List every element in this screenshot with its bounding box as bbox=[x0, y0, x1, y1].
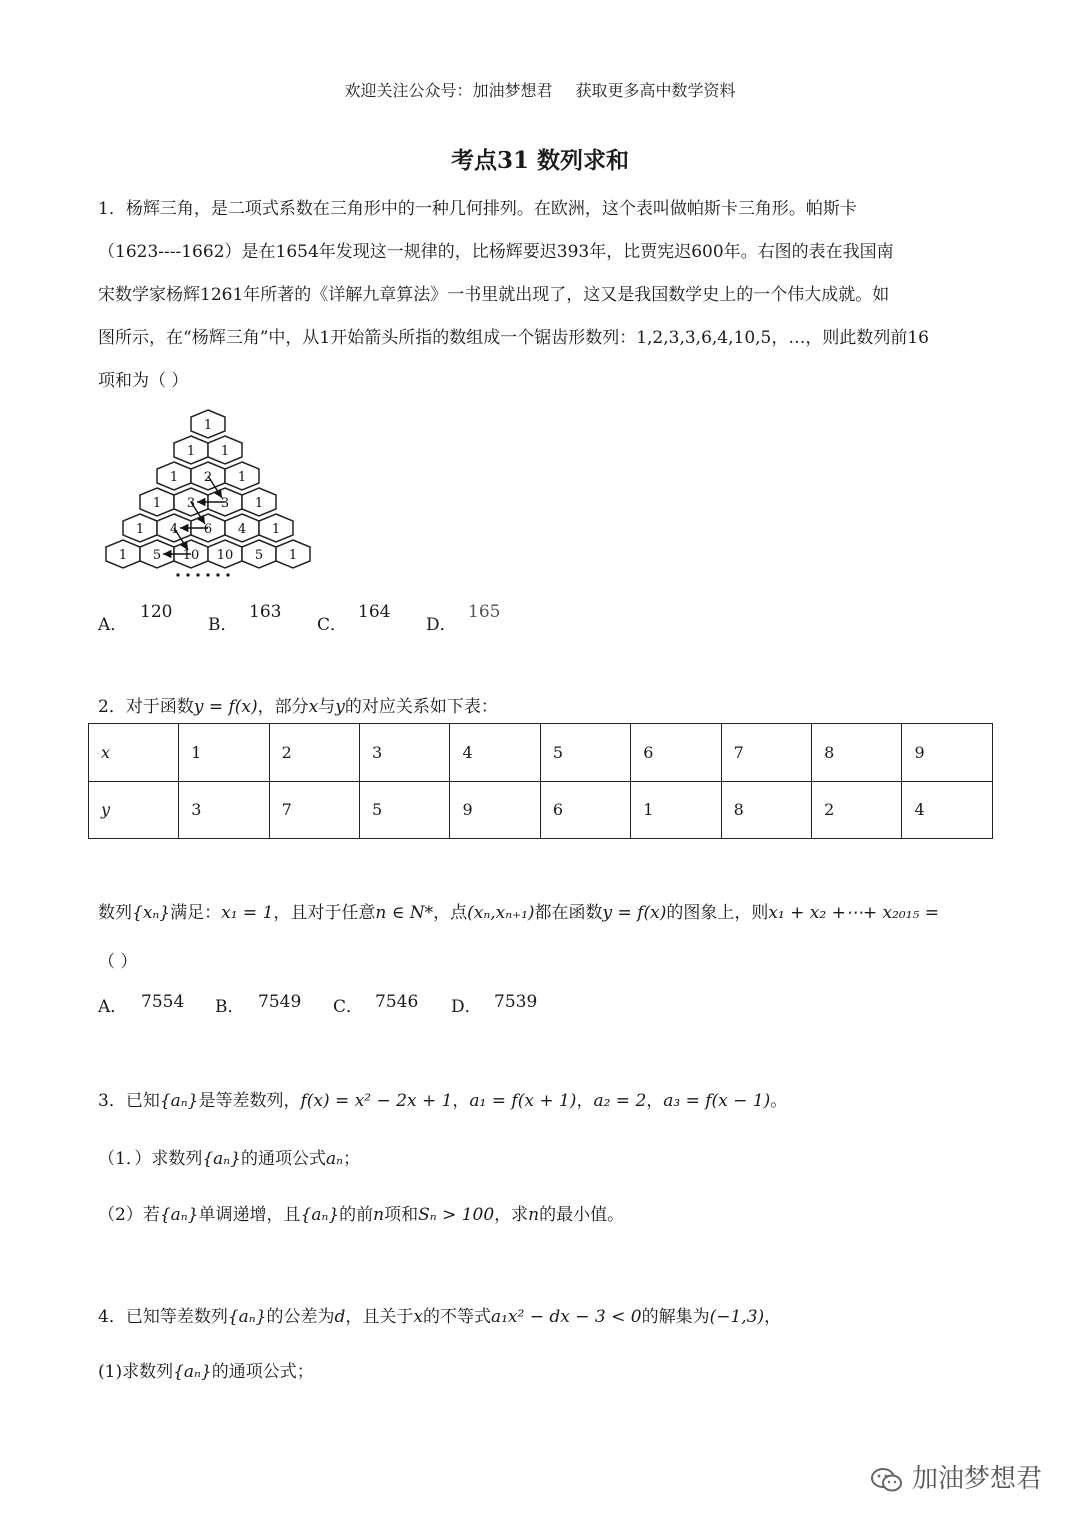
q1-line: 1．杨辉三角，是二项式系数在三角形中的一种几何排列。在欧洲，这个表叫做帕斯卡三角形。帕斯卡 bbox=[98, 199, 857, 219]
q2-math: x₁ + x₂ +⋯+ x₂₀₁₅ = bbox=[768, 903, 939, 923]
table-cell: 8 bbox=[812, 724, 902, 782]
q1-line: 图所示，在“杨辉三角”中，从1开始箭头所指的数组成一个锯齿形数列：1,2,3,3,6,4,10,5，…，则此数列前16 bbox=[98, 328, 929, 348]
triangle-cell-value: 1 bbox=[118, 548, 128, 563]
q2-text: 都在函数 bbox=[534, 903, 603, 923]
q1-option-d-letter: D． bbox=[426, 615, 457, 635]
table-cell: 5 bbox=[360, 781, 450, 839]
triangle-cell-value: 1 bbox=[135, 522, 145, 537]
table-header-y: y bbox=[89, 781, 179, 839]
table-row-x bbox=[89, 724, 993, 782]
yanghui-triangle-figure bbox=[98, 400, 318, 590]
triangle-continuation-dot bbox=[216, 573, 219, 576]
triangle-continuation-dot bbox=[186, 573, 189, 576]
q2-option-d-value: 7539 bbox=[494, 992, 538, 1012]
triangle-cell-value: 1 bbox=[271, 522, 281, 537]
q3-math: {aₙ} bbox=[300, 1205, 340, 1225]
q2-option-b-letter: B． bbox=[215, 997, 245, 1017]
q4-math: x bbox=[413, 1307, 423, 1327]
q1-option-b-value: 163 bbox=[249, 602, 282, 622]
page-title: 考点31 数列求和 bbox=[450, 147, 629, 174]
q2-math: n ∈ N* bbox=[375, 903, 434, 923]
q3-text: ，求 bbox=[494, 1205, 529, 1225]
triangle-cell-value: 1 bbox=[220, 444, 230, 459]
q1-option-b-letter: B． bbox=[208, 615, 238, 635]
q2-sequence-condition bbox=[98, 898, 939, 923]
q2-option-c-letter: C． bbox=[333, 997, 364, 1017]
table-cell: 9 bbox=[450, 781, 540, 839]
table-cell: 5 bbox=[540, 724, 630, 782]
q2-intro-text: 2．对于函数 bbox=[98, 697, 194, 717]
q3-math: a₂ = 2 bbox=[593, 1091, 647, 1111]
table-cell: 3 bbox=[179, 781, 269, 839]
header-follow: 欢迎关注公众号：加油梦想君 bbox=[344, 81, 553, 100]
question-2-intro bbox=[98, 692, 498, 717]
q4-text: ， bbox=[764, 1307, 782, 1327]
triangle-continuation-dot bbox=[226, 573, 229, 576]
table-cell: 1 bbox=[631, 781, 721, 839]
q2-option-a-letter: A． bbox=[98, 997, 128, 1017]
q3-text: 是等差数列， bbox=[198, 1091, 301, 1111]
q4-math: {aₙ} bbox=[173, 1362, 212, 1382]
q3-text: 项和 bbox=[384, 1205, 419, 1225]
q3-text: ， bbox=[576, 1091, 594, 1111]
question-1-text bbox=[98, 188, 998, 403]
table-cell: 6 bbox=[631, 724, 721, 782]
triangle-cell-value: 5 bbox=[254, 548, 264, 563]
q3-part-2 bbox=[98, 1200, 624, 1225]
q3-math: f(x) = x² − 2x + 1 bbox=[300, 1091, 453, 1111]
q1-option-d-value: 165 bbox=[468, 602, 501, 622]
table-cell: 2 bbox=[269, 724, 359, 782]
table-cell: 4 bbox=[450, 724, 540, 782]
question-3-stem bbox=[98, 1086, 787, 1111]
q4-math: a₁x² − dx − 3 < 0 bbox=[490, 1307, 642, 1327]
triangle-cell-value: 6 bbox=[203, 522, 213, 537]
q2-math: {xₙ} bbox=[132, 903, 171, 923]
triangle-cell-value: 4 bbox=[237, 522, 247, 537]
triangle-continuation-dot bbox=[196, 573, 199, 576]
table-cell: 7 bbox=[721, 724, 811, 782]
triangle-continuation-dot bbox=[206, 573, 209, 576]
triangle-cell-value: 3 bbox=[220, 496, 230, 511]
triangle-cell-value: 5 bbox=[152, 548, 162, 563]
triangle-cell-value: 2 bbox=[203, 470, 213, 485]
table-row-y bbox=[89, 781, 993, 839]
q2-var-y: y bbox=[335, 697, 345, 717]
q2-text: 的图象上，则 bbox=[666, 903, 769, 923]
table-cell: 7 bbox=[269, 781, 359, 839]
q3-math: {aₙ} bbox=[159, 1091, 199, 1111]
q3-math: {aₙ} bbox=[202, 1149, 241, 1169]
q1-option-a-value: 120 bbox=[140, 602, 173, 622]
q3-math: aₙ bbox=[326, 1149, 344, 1169]
triangle-cell-value: 1 bbox=[254, 496, 264, 511]
q4-text: 的不等式 bbox=[422, 1307, 491, 1327]
triangle-continuation-dot bbox=[176, 573, 179, 576]
table-cell: 6 bbox=[540, 781, 630, 839]
q2-text: ，且对于任意 bbox=[273, 903, 376, 923]
question-4-stem bbox=[98, 1302, 781, 1327]
q4-math: (−1,3) bbox=[709, 1307, 765, 1327]
table-header-x: x bbox=[89, 724, 179, 782]
q2-text: 数列 bbox=[98, 903, 132, 923]
q4-math: {aₙ} bbox=[227, 1307, 267, 1327]
q2-option-a-value: 7554 bbox=[141, 992, 185, 1012]
q2-math: y = f(x) bbox=[602, 903, 667, 923]
q3-part-1 bbox=[98, 1144, 360, 1169]
q4-math: d bbox=[334, 1307, 346, 1327]
q2-option-b-value: 7549 bbox=[258, 992, 302, 1012]
q2-text: ，点 bbox=[433, 903, 468, 923]
q3-math: n bbox=[528, 1205, 540, 1225]
q3-text: 单调递增，且 bbox=[198, 1205, 301, 1225]
q2-var-x: x bbox=[308, 697, 319, 717]
q4-text: ，且关于 bbox=[345, 1307, 414, 1327]
q3-text: 的前 bbox=[339, 1205, 374, 1225]
q4-text: 4．已知等差数列 bbox=[98, 1307, 228, 1327]
q4-text: 的公差为 bbox=[266, 1307, 335, 1327]
q2-math: (xₙ,xₙ₊₁) bbox=[467, 903, 535, 923]
q2-intro-text: 与 bbox=[318, 697, 336, 717]
q1-option-a-letter: A． bbox=[98, 615, 128, 635]
table-cell: 9 bbox=[902, 724, 993, 782]
q1-option-c-value: 164 bbox=[358, 602, 391, 622]
q2-math: x₁ = 1 bbox=[221, 903, 274, 923]
header-more: 获取更多高中数学资料 bbox=[575, 81, 736, 100]
table-cell: 3 bbox=[360, 724, 450, 782]
q3-math: Sₙ > 100 bbox=[418, 1205, 495, 1225]
q3-math: n bbox=[373, 1205, 385, 1225]
q1-line: 宋数学家杨辉1261年所著的《详解九章算法》一书里就出现了，这又是我国数学史上的一个伟大成就。如 bbox=[98, 285, 890, 305]
q3-math: {aₙ} bbox=[159, 1205, 199, 1225]
q3-text: 的通项公式 bbox=[241, 1149, 326, 1169]
q2-function: y = f(x) bbox=[193, 697, 258, 717]
triangle-cell-value: 1 bbox=[152, 496, 162, 511]
triangle-cell-value: 10 bbox=[216, 548, 234, 563]
triangle-cell-value: 1 bbox=[237, 470, 247, 485]
triangle-cell-value: 1 bbox=[186, 444, 196, 459]
wechat-icon bbox=[870, 1467, 904, 1493]
q3-text: ， bbox=[646, 1091, 664, 1111]
q3-text: 3．已知 bbox=[98, 1091, 160, 1111]
triangle-cell-value: 10 bbox=[182, 548, 200, 563]
q2-intro-text: ，部分 bbox=[257, 697, 309, 717]
q4-text: 的解集为 bbox=[641, 1307, 710, 1327]
q2-text: 满足： bbox=[170, 903, 222, 923]
q2-answer-blank: （ ） bbox=[98, 952, 138, 972]
triangle-cell-value: 1 bbox=[169, 470, 179, 485]
q1-line: 项和为（ ） bbox=[98, 371, 189, 391]
q3-text: 。 bbox=[770, 1091, 788, 1111]
triangle-cell-value: 3 bbox=[186, 496, 196, 511]
q2-intro-text: 的对应关系如下表： bbox=[344, 697, 498, 717]
q3-text: （2）若 bbox=[98, 1205, 160, 1225]
watermark-text: 加油梦想君 bbox=[911, 1464, 1042, 1494]
table-cell: 1 bbox=[179, 724, 269, 782]
q3-math: a₃ = f(x − 1) bbox=[663, 1091, 771, 1111]
q4-part-1 bbox=[98, 1357, 314, 1382]
function-table bbox=[88, 723, 993, 839]
triangle-cell-value: 4 bbox=[169, 522, 179, 537]
q3-text: ， bbox=[452, 1091, 470, 1111]
q3-text: ； bbox=[343, 1149, 361, 1169]
q3-text: 的最小值。 bbox=[539, 1205, 625, 1225]
q3-math: a₁ = f(x + 1) bbox=[469, 1091, 577, 1111]
q2-option-d-letter: D． bbox=[451, 997, 482, 1017]
q4-text: (1)求数列 bbox=[98, 1362, 174, 1382]
q3-text: （1．）求数列 bbox=[98, 1149, 203, 1169]
table-cell: 2 bbox=[812, 781, 902, 839]
triangle-cell-value: 1 bbox=[288, 548, 298, 563]
q1-option-c-letter: C． bbox=[317, 615, 348, 635]
wechat-watermark bbox=[870, 1458, 1042, 1495]
triangle-cell-value: 1 bbox=[203, 418, 213, 433]
table-cell: 4 bbox=[902, 781, 993, 839]
q2-option-c-value: 7546 bbox=[375, 992, 419, 1012]
q1-line: （1623----1662）是在1654年发现这一规律的，比杨辉要迟393年，比贾宪迟600年。右图的表在我国南 bbox=[98, 242, 894, 262]
q4-text: 的通项公式； bbox=[211, 1362, 314, 1382]
page-header bbox=[0, 78, 1080, 101]
table-cell: 8 bbox=[721, 781, 811, 839]
